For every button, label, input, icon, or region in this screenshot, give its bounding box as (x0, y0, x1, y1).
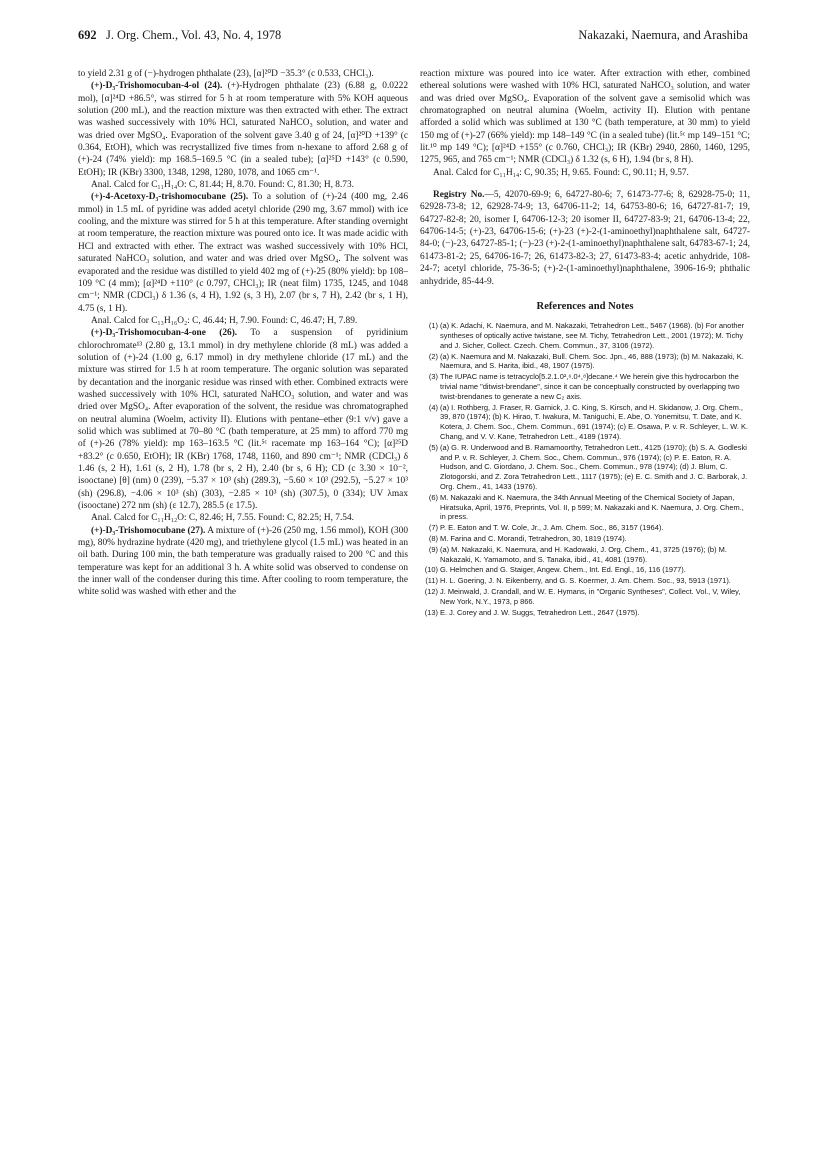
compound-heading: (+)-D₃-Trishomocubane (27). (91, 525, 206, 536)
reference-item (420, 534, 750, 544)
reference-number: (13) (424, 607, 438, 617)
reference-item (420, 493, 750, 522)
reference-number: (10) (424, 565, 438, 575)
reference-number: (8) (428, 533, 438, 543)
reference-item (420, 523, 750, 533)
reference-number: (7) (428, 523, 438, 533)
reference-number: (4) (428, 402, 438, 412)
paragraph: Anal. Calcd for C₁₁H₁₄O: C, 81.44; H, 8.70. Found: C, 81.30; H, 8.73. (91, 180, 354, 191)
paragraph-body: To a suspension of pyridinium chlorochromate¹³ (2.80 g, 13.1 mmol) in dry methylene chloride (8 mL) was added a solution of (+)-24 (1.00 g, 6.17 mmol) in dry methylene chloride (17 mL) and the mixture was stirred for 1.5 h at room temperature. The organic solution was separated by decantation and the inorganic residue was rinsed with ether. Combined extracts were washed successively with 10% HCl, saturated NaHCO₃ solution, and water and was dried over MgSO₄. After evaporation of the solvent, the residue was chromatographed on neutral alumina (Woelm, activity II). Elutions with pentane–ether (9:1 v/v) gave a solid which was sublimed at 70–80 °C (bath temperature, at 25 mm) to afford 770 mg of (+)-26 (78% yield): mp 163–163.5 °C (lit.⁵ᶜ racemate mp 163–164 °C); [α]²⁵D +83.2° (c 0.650, EtOH); IR (KBr) 1768, 1748, 1160, and 890 cm⁻¹; NMR (CDCl₃) δ 1.46 (s, 2 H), 1.61 (s, 2 H), 1.78 (br s, 2 H), 2.40 (br s, 6 H); CD (c 3.30 × 10⁻², isooctane) [θ] (nm) 0 (239), −5.37 × 10³ (sh) (289.3), −5.60 × 10³ (292.5), −5.27 × 10³ (sh) (296.8), −4.06 × 10³ (sh) (303), −2.85 × 10³ (sh) (307.5), 0 (334); UV λmax (isooctane) 272 nm (sh) (ε 12.7), 285.5 (ε 17.5). (78, 328, 408, 512)
reference-text: J. Meinwald, J. Crandall, and W. E. Hymans, in "Organic Syntheses", Collect. Vol., V, Wiley, New York, N.Y., 1973, p 866. (440, 586, 741, 606)
paragraph (78, 80, 408, 179)
reference-item (420, 587, 750, 607)
paragraph (78, 191, 408, 314)
reference-item (420, 565, 750, 575)
reference-item (420, 352, 750, 372)
reference-text: (a) M. Nakazaki, K. Naemura, and H. Kadowaki, J. Org. Chem., 41, 3725 (1976); (b) M. Nakazaki, K. Yamamoto, and S. Tanaka, ibid., 41, 4081 (1976). (440, 544, 727, 564)
reference-text: M. Farina and C. Morandi, Tetrahedron, 30, 1819 (1974). (440, 533, 627, 543)
paragraph (78, 327, 408, 512)
registry-paragraph (420, 189, 750, 288)
left-column (78, 68, 408, 599)
reference-text: (a) I. Rothberg, J. Fraser, R. Garnick, J. C. King, S. Kirsch, and H. Skidanow, J. Org. Chem., 39, 870 (1974); (b) K. Hirao, T. Iwakura, M. Taniguchi, E. Abe, O. Yonemitsu, T. Date, and K. Kotera, J. Chem. Soc., Chem. Commun., 691 (1974); (c) E. Osawa, P. v. R. Schleyer, L. W. K. Chang, and V. V. Kane, Tetrahedron Lett., 4189 (1974). (440, 402, 749, 441)
compound-heading: (+)-D₃-Trishomocuban-4-ol (24). (91, 81, 223, 92)
paragraph: Anal. Calcd for C₁₁H₁₄: C, 90.35; H, 9.65. Found: C, 90.11; H, 9.57. (433, 167, 689, 178)
paragraph: reaction mixture was poured into ice water. After extraction with ether, combined ethereal solutions were washed with 10% HCl, saturated NaHCO₃ solution, and water and was dried over MgSO₄. Evaporation of the solvent gave a semisolid which was chromatographed on neutral alumina (Woelm, activity II). Elution with pentane afforded a solid which was sublimed at 130 °C (bath temperature, at 30 mm) to yield 150 mg of (+)-27 (66% yield): mp 148–149 °C (in a sealed tube) (lit.⁵ᶜ mp 149–151 °C; lit.¹⁰ mp 149 °C); [α]²⁴D +155° (c 0.760, CHCl₃); IR (KBr) 2940, 2860, 1460, 1295, 1275, 965, and 765 cm⁻¹; NMR (CDCl₃) δ 1.32 (s, 6 H), 1.94 (br s, 8 H). (420, 69, 750, 166)
reference-text: (a) G. R. Underwood and B. Ramamoorthy, Tetrahedron Lett., 4125 (1970); (b) S. A. Godleski and P. v. R. Schleyer, J. Chem. Soc., Chem. Commun., 976 (1974); (c) P. E. Eaton, R. A. Hudson, and C. Giordano, J. Chem. Soc., Chem. Commun., 978 (1974); (d) J. Blum, C. Zlotogorski, and Z. Zora Tetrahedron Lett., 1117 (1975); (e) E. C. Smith and J. C. Barborak, J. Org. Chem., 41, 1433 (1976). (440, 442, 748, 491)
reference-number: (2) (428, 351, 438, 361)
reference-number: (1) (428, 321, 438, 331)
reference-number: (5) (428, 442, 438, 452)
reference-number: (9) (428, 544, 438, 554)
reference-text: H. L. Goering, J. N. Eikenberry, and G. S. Koermer, J. Am. Chem. Soc., 93, 5913 (1971). (440, 576, 731, 586)
reference-item (420, 608, 750, 618)
paragraph: to yield 2.31 g of (−)-hydrogen phthalate (23), [α]²⁰D −35.3° (c 0.533, CHCl₃). (78, 69, 374, 79)
paragraph: Anal. Calcd for C₁₃H₁₆O₂: C, 46.44; H, 7.90. Found: C, 46.47; H, 7.89. (91, 315, 358, 326)
reference-number: (12) (424, 586, 438, 596)
registry-heading: Registry No. (433, 190, 485, 201)
reference-text: (a) K. Naemura and M. Nakazaki, Bull. Chem. Soc. Jpn., 46, 888 (1973); (b) M. Nakazaki, K. Naemura, and S. Harita, ibid., 48, 1907 (1975). (440, 351, 744, 371)
page-header (78, 28, 748, 48)
reference-item (420, 576, 750, 586)
running-authors: Nakazaki, Naemura, and Arashiba (578, 28, 748, 42)
reference-number: (6) (428, 492, 438, 502)
reference-text: E. J. Corey and J. W. Suggs, Tetrahedron Lett., 2647 (1975). (440, 607, 640, 617)
paragraph-body: A mixture of (+)-26 (250 mg, 1.56 mmol), KOH (300 mg), 80% hydrazine hydrate (420 mg), and triethylene glycol (1.5 mL) was heated in an oil bath. During 100 min, the bath temperature was gradually raised to 200 °C and this temperature was kept for an additional 3 h. A white solid was observed to condense on the inner wall of the condenser during this time. After cooling to room temperature, the white solid was washed with ether and the (78, 525, 409, 598)
paragraph-body: (+)-Hydrogen phthalate (23) (6.88 g, 0.0222 mol), [α]²⁴D +86.5°, was stirred for 5 h at room temperature with 5% KOH aqueous solution (200 mL), and the reaction mixture was then extracted with ether. The extract was washed successively with 10% HCl, saturated NaHCO₃ solution, and water and was dried over MgSO₄. Evaporation of the solvent gave 3.40 g of 24, [α]²⁰D +139° (c 0.364, EtOH), which was recrystallized five times from n-hexane to afford 2.68 g of (+)-24 (74% yield): mp 168.5–169.5 °C (in a sealed tube); [α]²⁵D +143° (c 0.590, EtOH); IR (KBr) 3300, 1348, 1298, 1280, 1078, and 1065 cm⁻¹. (78, 81, 408, 178)
registry-body: —5, 42070-69-9; 6, 64727-80-6; 7, 61473-77-6; 8, 62928-75-0; 11, 62928-73-8; 12, 62928-74-9; 13, 64706-11-2; 14, 64753-80-6; 16, 64727-81-7; 19, 64727-82-8; 20, isomer I, 64706-12-3; 20 isomer II, 64727-83-9; 21, 64706-13-4; 22, 64706-14-5; (+)-23, 64706-15-6; (+)-23 (+)-2-(1-aminoethyl)naphthalene salt, 64727-84-0; (−)-23, 64727-85-1; (−)-23 (+)-2-(1-aminoethyl)naphthalene salt, 64783-67-1; 24, 61473-81-2; 25, 64706-16-7; 26, 61473-82-3; 27, 61473-83-4; acetic anhydride, 108-24-7; acetyl chloride, 75-36-5; (+)-2-(1-aminoethyl)naphthalene, 3906-16-9; phthalic anhydride, 85-44-9. (420, 190, 751, 287)
reference-text: G. Helmchen and G. Staiger, Angew. Chem., Int. Ed. Engl., 16, 116 (1977). (440, 565, 686, 575)
reference-number: (11) (425, 576, 438, 586)
paragraph (78, 525, 408, 599)
references-heading: References and Notes (536, 300, 634, 312)
reference-item (420, 545, 750, 565)
reference-number: (3) (428, 372, 438, 382)
reference-text: M. Nakazaki and K. Naemura, the 34th Annual Meeting of the Chemical Society of Japan, Hiratsuka, April, 1976, Preprints, Vol. II, p 599; M. Nakazaki and K. Naemura, J. Org. Chem., in press. (440, 492, 744, 522)
reference-item (420, 443, 750, 492)
page-number: 692 (78, 28, 97, 42)
reference-item (420, 372, 750, 401)
right-column (420, 68, 750, 618)
compound-heading: (+)-4-Acetoxy-D₃-trishomocubane (25). (91, 192, 249, 203)
paragraph: Anal. Calcd for C₁₁H₁₂O: C, 82.46; H, 7.55. Found: C, 82.25; H, 7.54. (91, 513, 354, 524)
reference-item (420, 321, 750, 350)
journal-citation: J. Org. Chem., Vol. 43, No. 4, 1978 (106, 28, 282, 42)
reference-text: P. E. Eaton and T. W. Cole, Jr., J. Am. Chem. Soc., 86, 3157 (1964). (440, 523, 664, 533)
reference-text: The IUPAC name is tetracyclo[5.2.1.0²,⁶.0⁴,⁸]decane.⁴ We herein give this hydrocarbon the trivial name "ditwist-brendane", since it can be conceptually constructed by overlapping two twist-brendanes to generate a new C₂ axis. (440, 372, 740, 401)
paragraph-body: To a solution of (+)-24 (400 mg, 2.46 mmol) in 1.5 mL of pyridine was added acetyl chloride (290 mg, 3.67 mmol) with ice cooling, and the mixture was stirred for 5 h at this temperature. After standing overnight at room temperature, the reaction mixture was poured onto ice. It was made acidic with HCl and extracted with ether. The extract was washed successively with 10% HCl, saturated NaHCO₃ solution, and water and was dried over MgSO₄. The solvent was evaporated and the residue was distilled to yield 402 mg of (+)-25 (80% yield): bp 108–109 °C (4 mm); [α]²⁴D +110° (c 0.797, CHCl₃); IR (neat film) 1735, 1245, and 1048 cm⁻¹; NMR (CDCl₃) δ 1.36 (s, 4 H), 1.92 (s, 3 H), 2.07 (br s, 7 H), 2.42 (br s, 1 H), 4.75 (s, 1 H). (78, 192, 408, 314)
reference-text: (a) K. Adachi, K. Naemura, and M. Nakazaki, Tetrahedron Lett., 5467 (1968). (b) For another syntheses of optically active twistane, see M. Tichy, Tetrahedron Lett., 2001 (1972); M. Tichy and J. Sicher, Collect. Czech. Chem. Commun., 37, 3106 (1972). (440, 321, 745, 350)
compound-heading: (+)-D₃-Trishomocuban-4-one (26). (91, 328, 238, 339)
references-list (420, 321, 750, 617)
reference-item (420, 403, 750, 442)
